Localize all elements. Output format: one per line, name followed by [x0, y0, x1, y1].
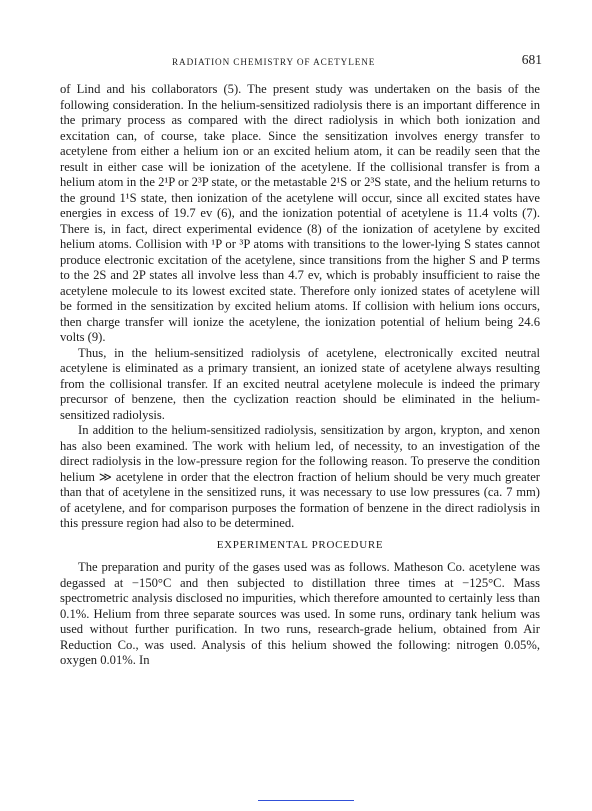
running-header — [60, 52, 540, 70]
running-title: RADIATION CHEMISTRY OF ACETYLENE — [172, 57, 376, 67]
section-heading: EXPERIMENTAL PROCEDURE — [216, 538, 384, 551]
paragraph-4: The preparation and purity of the gases used was as follows. Matheson Co. acetylene was degassed at −150°C and then subjected to distillation three times at −125°C. Mass spectrometric analysis disclosed no impurities, which therefore amounted to certainly less than 0.1%. Helium from three separate sources was used. In some runs, ordinary tank helium was used without further purification. In two runs, research-grade helium, obtained from Air Reduction Co., was used. Analysis of this helium showed the following: nitrogen 0.05%, oxygen 0.01%. In — [60, 560, 540, 667]
footer-rule — [258, 800, 354, 801]
paragraph-3: In addition to the helium-sensitized radiolysis, sensitization by argon, krypton, and xenon has also been examined. The work with helium led, of necessity, to an investigation of the direct radiolysis in the low-pressure region for the following reason. To preserve the condition helium ≫ acetylene in order that the electron fraction of helium should be very much greater than that of acetylene in the sensitized runs, it was necessary to use low pressures (ca. 7 mm) of acetylene, and for comparison purposes the formation of benzene in the direct radiolysis in this pressure region had also to be determined. — [60, 423, 540, 530]
paragraph-2: Thus, in the helium-sensitized radiolysis of acetylene, electronically excited neutral acetylene is eliminated as a primary transient, an ionized state of acetylene always resulting from the collisional transfer. If an excited neutral acetylene molecule is indeed the primary precursor of benzene, then the cyclization reaction should be eliminated in the helium-sensitized radiolysis. — [60, 345, 540, 422]
page-number: 681 — [521, 52, 542, 67]
article-body — [60, 82, 540, 669]
paragraph-1: of Lind and his collaborators (5). The present study was undertaken on the basis of the following consideration. In the helium-sensitized radiolysis there is an important difference in the primary process as compared with the direct radiolysis in which both ionization and excitation can, of course, take place. Since the sensitization involves energy transfer to acetylene from either a helium ion or an excited helium atom, it can be readily seen that the result in either case will be ionization of the acetylene. If the collisional transfer is from a helium atom in the 2¹P or 2³P state, or the metastable 2¹S or 2³S state, and the helium returns to the ground 1¹S state, then ionization of the acetylene will occur, since all excited states have energies in excess of 19.7 ev (6), and the ionization potential of acetylene is 11.4 volts (7). There is, in fact, direct experimental evidence (8) of the ionization of acetylene by excited helium atoms. Collision with ¹P or ³P atoms with transitions to the lower-lying S states cannot produce electronic excitation of the acetylene, since transitions from the higher S and P terms to the 2S and 2P states all involve less than 4.7 ev, which is probably insufficient to raise the acetylene molecule to its lowest excited state. Therefore only ionized states of acetylene will be formed in the sensitization by excited helium atoms. If collision with helium ions occurs, then charge transfer will ionize the acetylene, the ionization potential of helium being 24.6 volts (9). — [60, 82, 540, 344]
